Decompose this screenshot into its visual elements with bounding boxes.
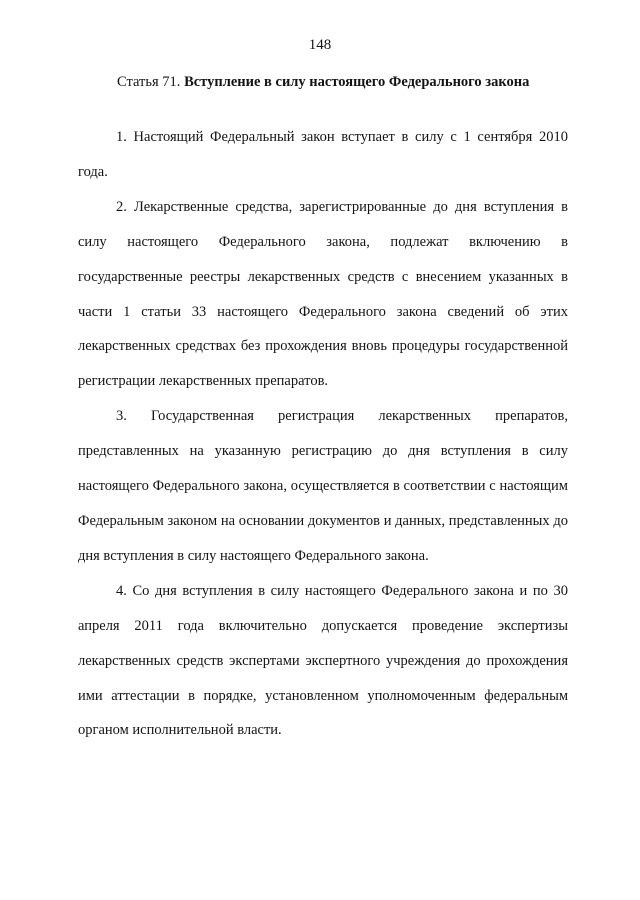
paragraph-3: 3. Государственная регистрация лекарственных препаратов, представленных на указанную регистрацию до дня вступления в силу настоящего Федерального закона, осуществляется в соответствии с настоящим Федеральным законом на основании документов и данных, представленных до дня вступления в силу настоящего Федерального закона. <box>78 408 568 564</box>
article-heading <box>117 73 577 91</box>
paragraph-2: 2. Лекарственные средства, зарегистрированные до дня вступления в силу настоящего Федерального закона, подлежат включению в государственные реестры лекарственных средств с внесением указанных в части 1 статьи 33 настоящего Федерального закона сведений об этих лекарственных средствах без прохождения вновь процедуры государственной регистрации лекарственных препаратов. <box>78 198 568 390</box>
article-title: Вступление в силу настоящего Федерального закона <box>184 74 530 90</box>
article-number: Статья 71. <box>117 74 181 90</box>
article-body <box>78 120 568 748</box>
paragraph-4: 4. Со дня вступления в силу настоящего Федерального закона и по 30 апреля 2011 года включительно допускается проведение экспертизы лекарственных средств экспертами экспертного учреждения до прохождения ими аттестации в порядке, установленном уполномоченным федеральным органом исполнительной власти. <box>78 582 568 739</box>
paragraph-1: 1. Настоящий Федеральный закон вступает в силу с 1 сентября 2010 года. <box>78 129 568 180</box>
page-number: 148 <box>308 37 332 53</box>
